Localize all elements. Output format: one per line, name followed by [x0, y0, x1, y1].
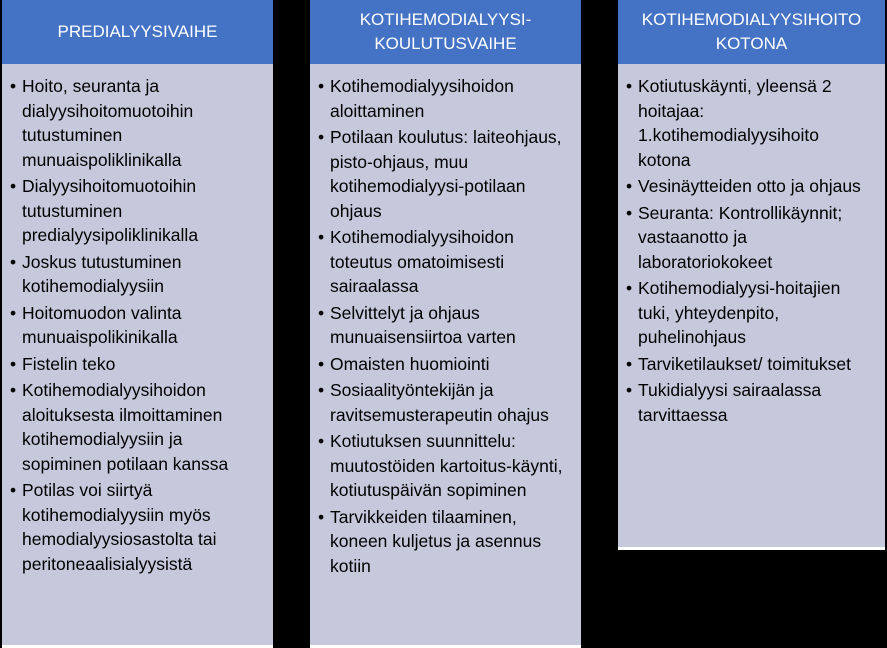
column-header [618, 0, 885, 64]
list-item [320, 74, 571, 123]
column-title-line: KOTIHEMODIALYYSIHOITO [641, 10, 862, 29]
column-title-line: PREDIALYYSIVAIHE [57, 22, 218, 41]
bullet-icon: • [626, 353, 633, 374]
bullet-icon: • [10, 302, 17, 323]
list-item-text: Potilas voi siirtyä kotihemodialyysiin myös hemodialyysiosastolta tai peritoneaalisialyysistä [22, 480, 217, 574]
bullet-icon: • [626, 76, 633, 96]
column-body [2, 64, 273, 648]
list-item-text: Tukidialyysi sairaalassa tarvittaessa [638, 380, 822, 425]
list-item-text: Sosiaalityöntekijän ja ravitsemusterapeutin ohajus [330, 380, 549, 425]
bullet-icon: • [626, 202, 633, 223]
list-item [628, 276, 875, 350]
list-item-text: Fistelin teko [22, 353, 116, 374]
list-item-text: Kotihemodialyysihoidon toteutus omatoimisesti sairaalassa [330, 227, 514, 296]
list-item [320, 429, 571, 503]
bullet-icon: • [10, 76, 17, 96]
bullet-icon: • [318, 380, 325, 400]
bullet-icon: • [318, 353, 325, 374]
list-item [12, 250, 263, 299]
bullet-icon: • [318, 76, 325, 96]
list-item-text: Kotihemodialyysihoidon aloituksesta ilmoittaminen kotihemodialyysiin ja sopiminen potilaan kanssa [22, 380, 229, 474]
column-body [618, 64, 885, 550]
column-title-line: KOTONA [715, 34, 788, 53]
bullet-icon: • [318, 127, 325, 147]
list-item [12, 478, 263, 576]
item-list [628, 74, 875, 427]
list-item-text: Kotihemodialyysihoidon aloittaminen [330, 76, 514, 121]
bullet-icon: • [10, 176, 17, 196]
list-item [320, 301, 571, 350]
list-item-text: Joskus tutustuminen kotihemodialyysiin [22, 251, 182, 296]
bullet-icon: • [626, 380, 633, 400]
list-item [320, 225, 571, 299]
list-item-text: Potilaan koulutus: laiteohjaus, pisto-ohjaus, muu kotihemodialyysi-potilaan ohjaus [330, 127, 562, 221]
list-item-text: Dialyysihoitomuotoihin tutustuminen predialyysipoliklinikalla [22, 176, 199, 245]
list-item [12, 174, 263, 248]
list-item-text: Tarviketilaukset/ toimitukset [638, 353, 851, 374]
bullet-icon: • [626, 176, 633, 196]
list-item [628, 378, 875, 427]
list-item-text: Vesinäytteiden otto ja ohjaus [638, 176, 861, 196]
list-item [12, 74, 263, 172]
list-item-text: Kotihemodialyysi-hoitajien tuki, yhteydenpito, puhelinohjaus [638, 278, 841, 347]
bullet-icon: • [318, 302, 325, 323]
list-item [628, 201, 875, 275]
item-list [12, 74, 263, 576]
list-item-text: Seuranta: Kontrollikäynnit; vastaanotto ja laboratoriokokeet [638, 202, 843, 272]
bullet-icon: • [626, 278, 633, 298]
bullet-icon: • [10, 353, 17, 374]
list-item [12, 301, 263, 350]
list-item [320, 505, 571, 579]
bullet-icon: • [10, 380, 17, 400]
bullet-icon: • [10, 251, 17, 272]
list-item-text: Kotiutuksen suunnittelu: muutostöiden kartoitus-käynti, kotiutuspäivän sopiminen [330, 431, 563, 500]
list-item-text: Kotiutuskäynti, yleensä 2 hoitajaa: 1.kotihemodialyysihoito kotona [638, 76, 832, 170]
column-title-line: KOTIHEMODIALYYSI- [359, 10, 532, 29]
column-title-line: KOULUTUSVAIHE [374, 34, 517, 53]
bullet-icon: • [10, 480, 17, 500]
item-list [320, 74, 571, 578]
list-item [12, 352, 263, 377]
column-header [310, 0, 581, 64]
list-item-text: Omaisten huomiointi [330, 353, 490, 374]
list-item [628, 174, 875, 199]
list-item-text: Hoito, seuranta ja dialyysihoitomuotoihin tutustuminen munuaispoliklinikalla [22, 76, 194, 170]
list-item-text: Hoitomuodon valinta munuaispolikinikalla [22, 302, 182, 347]
list-item [320, 352, 571, 377]
column-body [310, 64, 581, 648]
bullet-icon: • [318, 431, 325, 451]
list-item [628, 352, 875, 377]
list-item [628, 74, 875, 172]
list-item-text: Selvittelyt ja ohjaus munuaisensiirtoa varten [330, 302, 516, 347]
list-item [12, 378, 263, 476]
list-item [320, 125, 571, 223]
list-item-text: Tarvikkeiden tilaaminen, koneen kuljetus ja asennus kotiin [330, 506, 542, 576]
bullet-icon: • [318, 227, 325, 247]
list-item [320, 378, 571, 427]
bullet-icon: • [318, 506, 325, 527]
column-header [2, 0, 273, 64]
